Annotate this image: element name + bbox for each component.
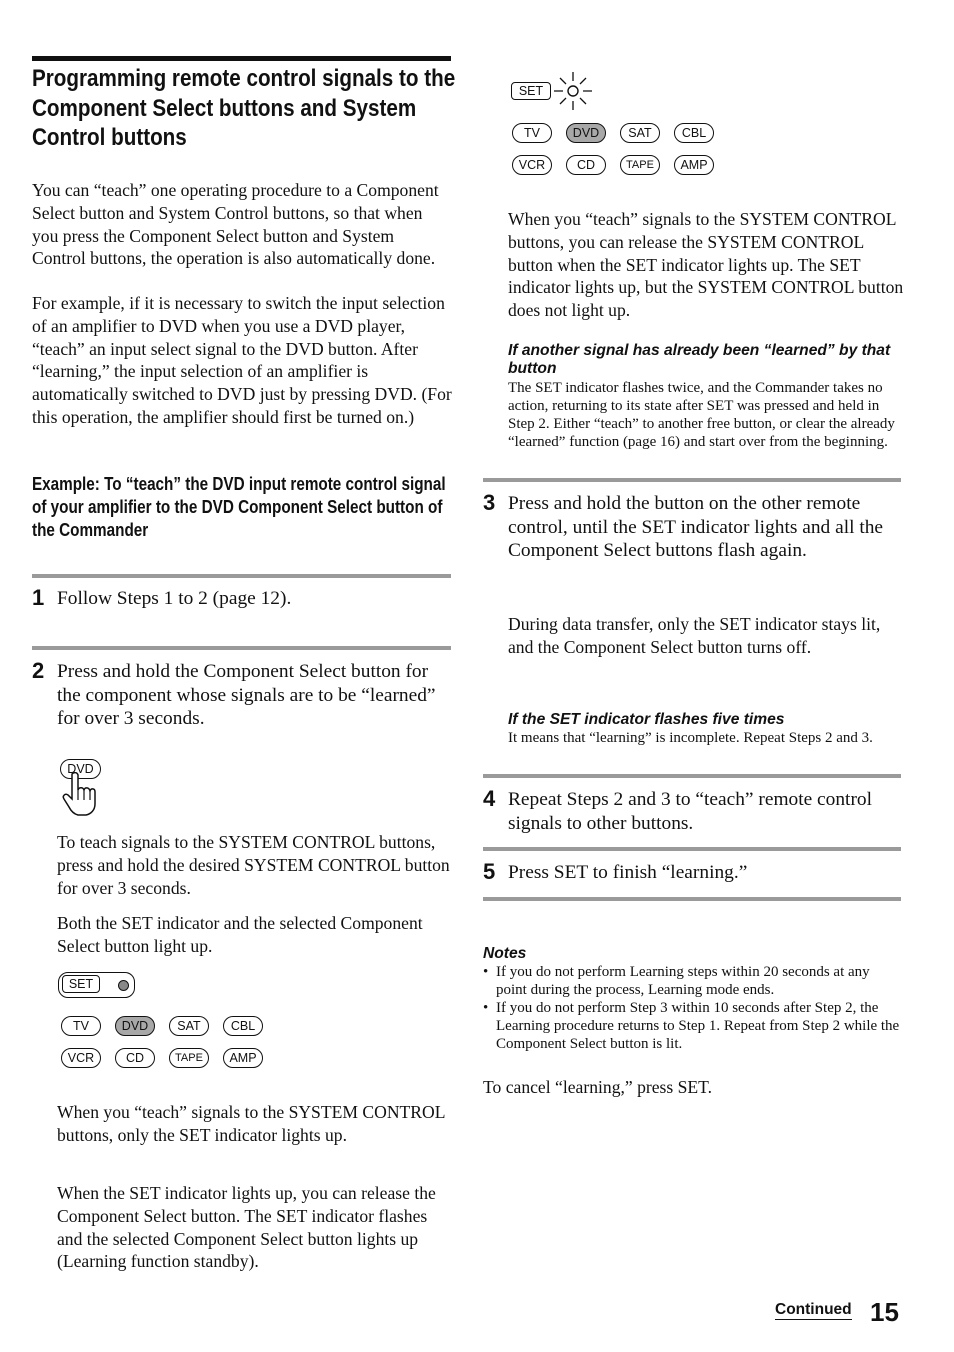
step-2-paragraph-4: When the SET indicator lights up, you can release the Component Select button. The SET indicator flashes and the selected Component Select button lights up (Learning function standby).	[57, 1183, 436, 1272]
sat-button-right: SAT	[620, 123, 660, 143]
cbl-button: CBL	[223, 1016, 263, 1036]
step-3-number: 3	[483, 490, 496, 515]
step-1-rule	[32, 574, 451, 578]
tv-button-right: TV	[512, 123, 552, 143]
flashes-five-times-text: It means that “learning” is incomplete. Repeat Steps 2 and 3.	[508, 730, 873, 746]
step-4-text: Repeat Steps 2 and 3 to “teach” remote control signals to other buttons.	[508, 789, 872, 834]
step-5-text: Press SET to finish “learning.”	[508, 862, 748, 883]
step-2-paragraph-2: Both the SET indicator and the selected Component Select button light up.	[57, 913, 423, 956]
step-1-number: 1	[32, 585, 45, 610]
step-1-text: Follow Steps 1 to 2 (page 12).	[57, 588, 292, 609]
amp-button-right: AMP	[674, 155, 714, 175]
dvd-button-lit: DVD	[115, 1016, 155, 1036]
already-learned-text: The SET indicator flashes twice, and the Commander takes no action, returning to its state after SET was pressed and held in Step 2. Either “teach” to another free button, or clear the already “learned” function (page 16) and start over from the beginning.	[508, 380, 895, 450]
intro-paragraph-2: For example, if it is necessary to switch the input selection of an amplifier to DVD when you use a DVD player, “teach” an input select signal to the DVD button. After “learning,” the input selection of an amplifier is automatically switched to DVD just by pressing DVD. (For this operation, the amplifier should first be turned on.)	[32, 293, 452, 427]
step-2-paragraph-1: To teach signals to the SYSTEM CONTROL buttons, press and hold the desired SYSTEM CONTROL button for over 3 seconds.	[57, 832, 450, 898]
continued-label: Continued	[775, 1301, 852, 1318]
dvd-button-pressed: DVD	[60, 759, 101, 779]
set-indicator-light	[118, 980, 129, 991]
cancel-text: To cancel “learning,” press SET.	[483, 1077, 713, 1097]
set-button: SET	[62, 975, 100, 993]
set-button-right: SET	[511, 82, 551, 100]
flashing-indicator-icon	[550, 68, 598, 114]
step-4-rule	[483, 774, 901, 778]
step-3-paragraph: During data transfer, only the SET indicator stays lit, and the Component Select button turns off.	[508, 614, 881, 657]
page-title: Programming remote control signals to the Component Select buttons and System Control buttons	[32, 65, 456, 151]
tape-button-right: TAPE	[620, 155, 660, 175]
note-item: • If you do not perform Step 3 within 10 seconds after Step 2, the Learning procedure returns to Step 1. Repeat from Step 2 while the Component Select button is lit.	[483, 999, 901, 1053]
page-number: 15	[870, 1297, 899, 1327]
sat-button: SAT	[169, 1016, 209, 1036]
step-3-rule	[483, 478, 901, 482]
step-3-text: Press and hold the button on the other remote control, until the SET indicator lights and all the Component Select buttons flash again.	[508, 493, 884, 562]
notes-list	[483, 963, 901, 1053]
step-5-bottom-rule	[483, 897, 901, 901]
tape-button: TAPE	[169, 1048, 209, 1068]
right-paragraph-1: When you “teach” signals to the SYSTEM CONTROL buttons, you can release the SYSTEM CONTROL button when the SET indicator lights up. The SET indicator lights up, but the SYSTEM CONTROL button does not light up.	[508, 209, 904, 321]
title-rule	[32, 56, 451, 61]
step-5-rule	[483, 847, 901, 851]
note-item: • If you do not perform Learning steps within 20 seconds at any point during the process, Learning mode ends.	[483, 963, 901, 999]
vcr-button: VCR	[61, 1048, 101, 1068]
step-2-text: Press and hold the Component Select button for the component whose signals are to be “learned” for over 3 seconds.	[57, 661, 436, 730]
dvd-button-right-lit: DVD	[566, 123, 606, 143]
cbl-button-right: CBL	[674, 123, 714, 143]
intro-paragraph-1: You can “teach” one operating procedure to a Component Select button and System Control buttons, so that when you press the Component Select button and System Control buttons, the operation is also automatically done.	[32, 180, 439, 269]
tv-button: TV	[61, 1016, 101, 1036]
amp-button: AMP	[223, 1048, 263, 1068]
step-5-number: 5	[483, 859, 496, 884]
cd-button: CD	[115, 1048, 155, 1068]
step-2-paragraph-3: When you “teach” signals to the SYSTEM CONTROL buttons, only the SET indicator lights up.	[57, 1102, 445, 1145]
notes-heading: Notes	[483, 945, 527, 962]
example-heading: Example: To “teach” the DVD input remote control signal of your amplifier to the DVD Component Select button of the Commander	[32, 473, 446, 540]
pressing-hand-icon	[60, 772, 104, 818]
cd-button-right: CD	[566, 155, 606, 175]
step-2-number: 2	[32, 658, 45, 683]
step-4-number: 4	[483, 786, 496, 811]
already-learned-heading: If another signal has already been “learned” by that button	[508, 342, 891, 377]
vcr-button-right: VCR	[512, 155, 552, 175]
step-2-rule	[32, 646, 451, 650]
flashes-five-times-heading: If the SET indicator flashes five times	[508, 711, 785, 728]
